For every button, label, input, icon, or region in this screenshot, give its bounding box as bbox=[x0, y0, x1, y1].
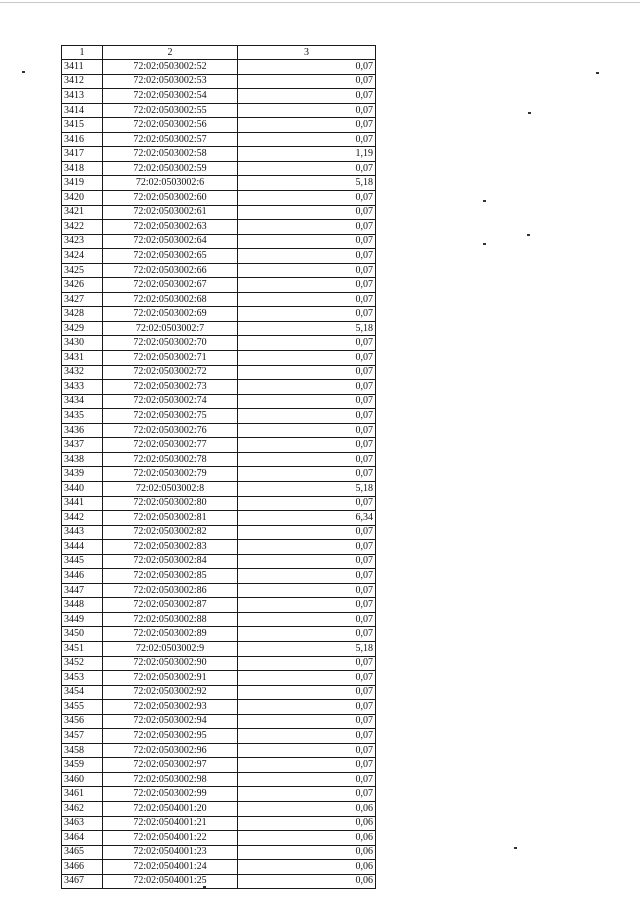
row-number: 3432 bbox=[62, 365, 103, 380]
scan-speck bbox=[22, 71, 25, 73]
table-row bbox=[62, 656, 376, 671]
row-value: 0,07 bbox=[238, 569, 376, 584]
row-number: 3463 bbox=[62, 816, 103, 831]
cadastral-number: 72:02:0504001:23 bbox=[103, 845, 238, 860]
row-number: 3446 bbox=[62, 569, 103, 584]
table-row bbox=[62, 438, 376, 453]
scan-speck bbox=[483, 243, 486, 245]
cadastral-number: 72:02:0503002:74 bbox=[103, 394, 238, 409]
row-value: 0,07 bbox=[238, 787, 376, 802]
row-value: 0,07 bbox=[238, 496, 376, 511]
row-number: 3462 bbox=[62, 801, 103, 816]
column-header-3: 3 bbox=[238, 46, 376, 60]
row-value: 0,07 bbox=[238, 598, 376, 613]
table-row bbox=[62, 540, 376, 555]
cadastral-number: 72:02:0503002:77 bbox=[103, 438, 238, 453]
row-number: 3454 bbox=[62, 685, 103, 700]
row-number: 3451 bbox=[62, 641, 103, 656]
row-value: 0,07 bbox=[238, 103, 376, 118]
scan-speck bbox=[527, 234, 530, 236]
cadastral-number: 72:02:0503002:80 bbox=[103, 496, 238, 511]
row-value: 1,19 bbox=[238, 147, 376, 162]
row-value: 0,07 bbox=[238, 292, 376, 307]
row-number: 3420 bbox=[62, 191, 103, 206]
table-row bbox=[62, 831, 376, 846]
table-row bbox=[62, 365, 376, 380]
row-value: 0,07 bbox=[238, 554, 376, 569]
row-value: 0,07 bbox=[238, 743, 376, 758]
cadastral-number: 72:02:0503002:70 bbox=[103, 336, 238, 351]
row-number: 3457 bbox=[62, 729, 103, 744]
table-row bbox=[62, 481, 376, 496]
row-value: 0,07 bbox=[238, 627, 376, 642]
cadastral-number: 72:02:0503002:95 bbox=[103, 729, 238, 744]
row-number: 3431 bbox=[62, 351, 103, 366]
scan-speck bbox=[514, 847, 517, 849]
cadastral-number: 72:02:0503002:96 bbox=[103, 743, 238, 758]
cadastral-number: 72:02:0504001:24 bbox=[103, 860, 238, 875]
cadastral-number: 72:02:0503002:60 bbox=[103, 191, 238, 206]
table-row bbox=[62, 845, 376, 860]
table-row bbox=[62, 234, 376, 249]
cadastral-number: 72:02:0503002:53 bbox=[103, 74, 238, 89]
table-row bbox=[62, 671, 376, 686]
row-number: 3414 bbox=[62, 103, 103, 118]
row-number: 3464 bbox=[62, 831, 103, 846]
row-number: 3447 bbox=[62, 583, 103, 598]
row-value: 0,07 bbox=[238, 758, 376, 773]
table-row bbox=[62, 147, 376, 162]
cadastral-number: 72:02:0503002:78 bbox=[103, 452, 238, 467]
cadastral-number: 72:02:0503002:98 bbox=[103, 772, 238, 787]
cadastral-number: 72:02:0503002:63 bbox=[103, 220, 238, 235]
row-value: 0,07 bbox=[238, 132, 376, 147]
row-value: 0,07 bbox=[238, 671, 376, 686]
table-row bbox=[62, 627, 376, 642]
cadastral-number: 72:02:0503002:88 bbox=[103, 612, 238, 627]
row-number: 3428 bbox=[62, 307, 103, 322]
table-row bbox=[62, 423, 376, 438]
cadastral-number: 72:02:0503002:69 bbox=[103, 307, 238, 322]
row-number: 3437 bbox=[62, 438, 103, 453]
table-row bbox=[62, 685, 376, 700]
row-value: 0,06 bbox=[238, 801, 376, 816]
row-number: 3452 bbox=[62, 656, 103, 671]
cadastral-number: 72:02:0503002:93 bbox=[103, 700, 238, 715]
scan-speck bbox=[483, 200, 486, 202]
row-number: 3434 bbox=[62, 394, 103, 409]
row-number: 3445 bbox=[62, 554, 103, 569]
row-number: 3438 bbox=[62, 452, 103, 467]
table-row bbox=[62, 103, 376, 118]
row-number: 3430 bbox=[62, 336, 103, 351]
table-row bbox=[62, 132, 376, 147]
row-number: 3441 bbox=[62, 496, 103, 511]
table-row bbox=[62, 743, 376, 758]
table-row bbox=[62, 205, 376, 220]
cadastral-number: 72:02:0503002:73 bbox=[103, 380, 238, 395]
cadastral-number: 72:02:0503002:68 bbox=[103, 292, 238, 307]
table-row bbox=[62, 176, 376, 191]
row-number: 3450 bbox=[62, 627, 103, 642]
cadastral-number: 72:02:0503002:76 bbox=[103, 423, 238, 438]
cadastral-number: 72:02:0504001:22 bbox=[103, 831, 238, 846]
row-value: 0,07 bbox=[238, 583, 376, 598]
row-value: 0,07 bbox=[238, 409, 376, 424]
table-row bbox=[62, 307, 376, 322]
row-value: 0,07 bbox=[238, 394, 376, 409]
row-value: 0,07 bbox=[238, 365, 376, 380]
row-number: 3416 bbox=[62, 132, 103, 147]
row-value: 0,07 bbox=[238, 772, 376, 787]
row-number: 3435 bbox=[62, 409, 103, 424]
cadastral-number: 72:02:0503002:89 bbox=[103, 627, 238, 642]
row-number: 3422 bbox=[62, 220, 103, 235]
cadastral-number: 72:02:0503002:99 bbox=[103, 787, 238, 802]
table-row bbox=[62, 351, 376, 366]
table-row bbox=[62, 554, 376, 569]
row-value: 0,07 bbox=[238, 438, 376, 453]
cadastral-number: 72:02:0503002:90 bbox=[103, 656, 238, 671]
row-value: 0,07 bbox=[238, 612, 376, 627]
row-number: 3461 bbox=[62, 787, 103, 802]
cadastral-number: 72:02:0503002:8 bbox=[103, 481, 238, 496]
scan-edge-line bbox=[0, 2, 640, 3]
column-header-1: 1 bbox=[62, 46, 103, 60]
cadastral-number: 72:02:0504001:25 bbox=[103, 874, 238, 889]
table-row bbox=[62, 612, 376, 627]
row-value: 5,18 bbox=[238, 641, 376, 656]
row-value: 5,18 bbox=[238, 321, 376, 336]
row-value: 0,06 bbox=[238, 816, 376, 831]
row-value: 0,07 bbox=[238, 60, 376, 75]
table-row bbox=[62, 714, 376, 729]
row-value: 0,06 bbox=[238, 860, 376, 875]
cadastral-number: 72:02:0503002:83 bbox=[103, 540, 238, 555]
row-value: 0,07 bbox=[238, 336, 376, 351]
row-number: 3412 bbox=[62, 74, 103, 89]
cadastral-number: 72:02:0503002:67 bbox=[103, 278, 238, 293]
table-row bbox=[62, 700, 376, 715]
cadastral-number: 72:02:0503002:59 bbox=[103, 161, 238, 176]
row-value: 0,07 bbox=[238, 525, 376, 540]
row-number: 3465 bbox=[62, 845, 103, 860]
table-row bbox=[62, 525, 376, 540]
cadastral-number: 72:02:0503002:61 bbox=[103, 205, 238, 220]
cadastral-number: 72:02:0503002:57 bbox=[103, 132, 238, 147]
row-number: 3433 bbox=[62, 380, 103, 395]
table-row bbox=[62, 409, 376, 424]
table-row bbox=[62, 583, 376, 598]
table-row bbox=[62, 118, 376, 133]
row-value: 0,07 bbox=[238, 729, 376, 744]
table-row bbox=[62, 60, 376, 75]
row-value: 0,07 bbox=[238, 423, 376, 438]
row-number: 3421 bbox=[62, 205, 103, 220]
row-value: 0,07 bbox=[238, 307, 376, 322]
table-row bbox=[62, 772, 376, 787]
table-row bbox=[62, 758, 376, 773]
row-value: 0,07 bbox=[238, 656, 376, 671]
table-row bbox=[62, 321, 376, 336]
row-value: 0,07 bbox=[238, 452, 376, 467]
row-value: 0,07 bbox=[238, 249, 376, 264]
cadastral-number: 72:02:0503002:82 bbox=[103, 525, 238, 540]
table-body bbox=[62, 60, 376, 889]
row-value: 0,07 bbox=[238, 714, 376, 729]
row-number: 3467 bbox=[62, 874, 103, 889]
cadastral-number: 72:02:0503002:86 bbox=[103, 583, 238, 598]
cadastral-number: 72:02:0503002:79 bbox=[103, 467, 238, 482]
row-value: 0,06 bbox=[238, 845, 376, 860]
row-value: 0,07 bbox=[238, 205, 376, 220]
row-value: 0,06 bbox=[238, 874, 376, 889]
cadastral-number: 72:02:0503002:94 bbox=[103, 714, 238, 729]
scan-speck bbox=[596, 72, 599, 74]
table-row bbox=[62, 278, 376, 293]
table-row bbox=[62, 292, 376, 307]
cadastral-number: 72:02:0503002:92 bbox=[103, 685, 238, 700]
cadastral-number: 72:02:0503002:87 bbox=[103, 598, 238, 613]
row-value: 0,07 bbox=[238, 220, 376, 235]
table-row bbox=[62, 467, 376, 482]
cadastral-number: 72:02:0503002:65 bbox=[103, 249, 238, 264]
row-number: 3443 bbox=[62, 525, 103, 540]
row-value: 6,34 bbox=[238, 511, 376, 526]
row-value: 0,07 bbox=[238, 118, 376, 133]
table-row bbox=[62, 394, 376, 409]
row-number: 3459 bbox=[62, 758, 103, 773]
scan-speck bbox=[528, 112, 531, 114]
table-row bbox=[62, 220, 376, 235]
row-value: 0,07 bbox=[238, 685, 376, 700]
table-row bbox=[62, 801, 376, 816]
row-number: 3417 bbox=[62, 147, 103, 162]
cadastral-number: 72:02:0503002:71 bbox=[103, 351, 238, 366]
cadastral-number: 72:02:0503002:72 bbox=[103, 365, 238, 380]
table-row bbox=[62, 874, 376, 889]
row-number: 3429 bbox=[62, 321, 103, 336]
table-row bbox=[62, 729, 376, 744]
cadastral-number: 72:02:0503002:9 bbox=[103, 641, 238, 656]
cadastral-number: 72:02:0503002:84 bbox=[103, 554, 238, 569]
row-value: 0,07 bbox=[238, 278, 376, 293]
table-row bbox=[62, 161, 376, 176]
row-value: 5,18 bbox=[238, 481, 376, 496]
cadastral-number: 72:02:0503002:54 bbox=[103, 89, 238, 104]
table-row bbox=[62, 452, 376, 467]
row-value: 0,07 bbox=[238, 540, 376, 555]
row-number: 3466 bbox=[62, 860, 103, 875]
table-row bbox=[62, 598, 376, 613]
table-row bbox=[62, 787, 376, 802]
row-value: 0,07 bbox=[238, 263, 376, 278]
cadastral-number: 72:02:0503002:52 bbox=[103, 60, 238, 75]
row-number: 3436 bbox=[62, 423, 103, 438]
row-value: 0,07 bbox=[238, 380, 376, 395]
row-value: 5,18 bbox=[238, 176, 376, 191]
table-row bbox=[62, 511, 376, 526]
table-row bbox=[62, 74, 376, 89]
row-number: 3456 bbox=[62, 714, 103, 729]
table-row bbox=[62, 263, 376, 278]
table-row bbox=[62, 496, 376, 511]
table-row bbox=[62, 380, 376, 395]
table-row bbox=[62, 860, 376, 875]
cadastral-number: 72:02:0503002:56 bbox=[103, 118, 238, 133]
cadastral-number: 72:02:0504001:21 bbox=[103, 816, 238, 831]
row-value: 0,06 bbox=[238, 831, 376, 846]
table-row bbox=[62, 641, 376, 656]
row-number: 3423 bbox=[62, 234, 103, 249]
row-number: 3424 bbox=[62, 249, 103, 264]
cadastral-number: 72:02:0503002:81 bbox=[103, 511, 238, 526]
cadastral-number: 72:02:0503002:66 bbox=[103, 263, 238, 278]
row-number: 3411 bbox=[62, 60, 103, 75]
row-number: 3427 bbox=[62, 292, 103, 307]
cadastral-number: 72:02:0503002:97 bbox=[103, 758, 238, 773]
row-number: 3425 bbox=[62, 263, 103, 278]
row-value: 0,07 bbox=[238, 351, 376, 366]
row-number: 3442 bbox=[62, 511, 103, 526]
table-row bbox=[62, 191, 376, 206]
cadastral-number: 72:02:0504001:20 bbox=[103, 801, 238, 816]
row-number: 3460 bbox=[62, 772, 103, 787]
row-number: 3449 bbox=[62, 612, 103, 627]
cadastral-number: 72:02:0503002:64 bbox=[103, 234, 238, 249]
cadastral-number: 72:02:0503002:91 bbox=[103, 671, 238, 686]
row-value: 0,07 bbox=[238, 161, 376, 176]
table-row bbox=[62, 249, 376, 264]
row-number: 3418 bbox=[62, 161, 103, 176]
row-number: 3444 bbox=[62, 540, 103, 555]
cadastral-number: 72:02:0503002:55 bbox=[103, 103, 238, 118]
row-value: 0,07 bbox=[238, 191, 376, 206]
cadastral-number: 72:02:0503002:6 bbox=[103, 176, 238, 191]
cadastral-number: 72:02:0503002:75 bbox=[103, 409, 238, 424]
row-value: 0,07 bbox=[238, 74, 376, 89]
cadastral-number: 72:02:0503002:58 bbox=[103, 147, 238, 162]
row-number: 3440 bbox=[62, 481, 103, 496]
row-value: 0,07 bbox=[238, 89, 376, 104]
row-number: 3455 bbox=[62, 700, 103, 715]
cadastral-number: 72:02:0503002:7 bbox=[103, 321, 238, 336]
table-row bbox=[62, 336, 376, 351]
row-number: 3415 bbox=[62, 118, 103, 133]
header-row bbox=[62, 46, 376, 60]
row-number: 3458 bbox=[62, 743, 103, 758]
table-row bbox=[62, 89, 376, 104]
row-value: 0,07 bbox=[238, 234, 376, 249]
row-number: 3453 bbox=[62, 671, 103, 686]
cadastral-number: 72:02:0503002:85 bbox=[103, 569, 238, 584]
row-number: 3448 bbox=[62, 598, 103, 613]
row-number: 3426 bbox=[62, 278, 103, 293]
row-value: 0,07 bbox=[238, 467, 376, 482]
column-header-2: 2 bbox=[103, 46, 238, 60]
row-number: 3439 bbox=[62, 467, 103, 482]
row-number: 3419 bbox=[62, 176, 103, 191]
row-number: 3413 bbox=[62, 89, 103, 104]
table-row bbox=[62, 816, 376, 831]
row-value: 0,07 bbox=[238, 700, 376, 715]
table-row bbox=[62, 569, 376, 584]
data-table bbox=[61, 45, 376, 889]
